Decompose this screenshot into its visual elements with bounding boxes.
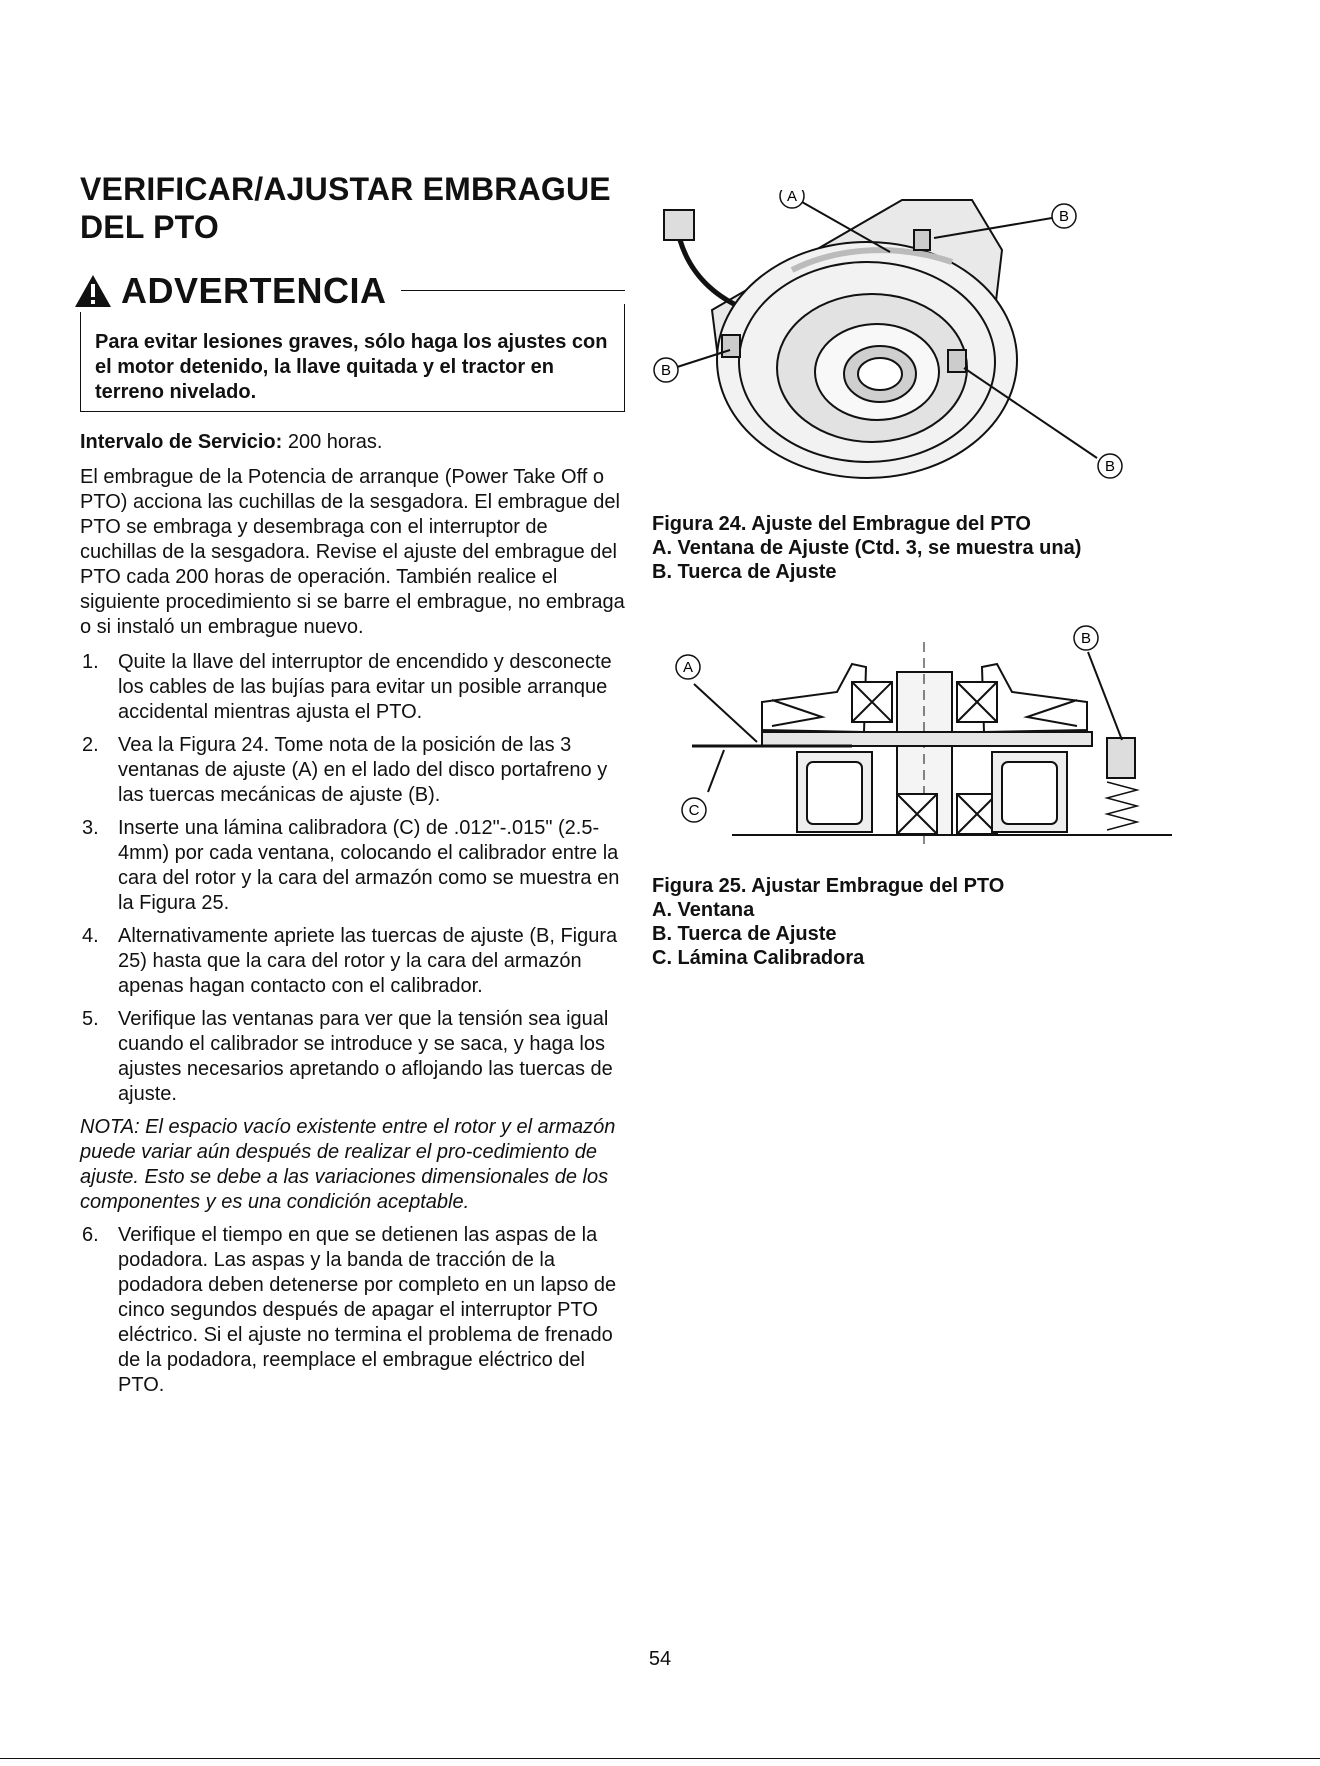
callout-b: B xyxy=(1104,458,1116,475)
page-title: VERIFICAR/AJUSTAR EMBRAGUE DEL PTO xyxy=(80,171,611,245)
callout-c: C xyxy=(688,802,700,819)
step-number: 1. xyxy=(82,651,99,673)
note-paragraph: NOTA: El espacio vacío existente entre el rotor y el armazón puede variar aún después de realizar el pro-cedimiento de ajuste. Esto se debe a las variaciones dimensionales de los componentes y es una condición aceptable. xyxy=(80,1116,616,1213)
caption-item: C. Lámina Calibradora xyxy=(652,947,865,969)
caption-item: A. Ventana xyxy=(652,899,755,921)
list-item xyxy=(80,650,625,725)
figure-24-illustration xyxy=(652,190,1172,520)
warning-text: Para evitar lesiones graves, sólo haga los ajustes con el motor detenido, la llave quitada y el tractor en terreno nivelado. xyxy=(95,331,608,403)
list-item xyxy=(80,1223,625,1398)
service-interval-label: Intervalo de Servicio: xyxy=(80,431,283,453)
figure-25-illustration xyxy=(652,622,1172,862)
caption-title: Figura 25. Ajustar Embrague del PTO xyxy=(652,875,1005,897)
bottom-rule xyxy=(0,1758,1320,1759)
warning-header xyxy=(73,270,397,312)
callout-a: A xyxy=(786,190,798,205)
warning-rule xyxy=(401,290,625,291)
callout-a: A xyxy=(682,659,694,676)
steps-list-continued xyxy=(80,1223,625,1398)
list-item xyxy=(80,733,625,808)
step-number: 6. xyxy=(82,1224,99,1246)
step-number: 5. xyxy=(82,1008,99,1030)
list-item xyxy=(80,816,625,916)
warning-box xyxy=(80,270,625,412)
page-number: 54 xyxy=(648,1648,672,1670)
caption-item: B. Tuerca de Ajuste xyxy=(652,923,837,945)
figure-24-caption xyxy=(652,512,1252,584)
step-number: 2. xyxy=(82,734,99,756)
step-text: Verifique el tiempo en que se detienen las aspas de la podadora. Las aspas y la banda de tracción de la podadora deben detenerse por completo en un lapso de cinco segundos después de apagar el interruptor PTO eléctrico. Si el ajuste no termina el problema de frenado de la podadora, reemplace el embrague eléctrico del PTO. xyxy=(118,1224,617,1396)
figure-25-caption xyxy=(652,874,1252,970)
step-number: 4. xyxy=(82,925,99,947)
caption-item: B. Tuerca de Ajuste xyxy=(652,561,837,583)
step-text: Quite la llave del interruptor de encendido y desconecte los cables de las bujías para evitar un posible arranque accidental mientras ajusta el PTO. xyxy=(118,651,612,723)
list-item xyxy=(80,924,625,999)
step-text: Alternativamente apriete las tuercas de ajuste (B, Figura 25) hasta que la cara del rotor y la cara del armazón apenas hagan contacto con el calibrador. xyxy=(118,925,618,997)
callout-b: B xyxy=(1058,208,1070,225)
step-text: Verifique las ventanas para ver que la tensión sea igual cuando el calibrador se introduce y se saca, y haga los ajustes necesarios apretando o aflojando las tuercas de ajuste. xyxy=(118,1008,613,1105)
left-column xyxy=(80,170,625,1406)
warning-title: ADVERTENCIA xyxy=(121,270,387,311)
caption-title: Figura 24. Ajuste del Embrague del PTO xyxy=(652,513,1031,535)
step-text: Inserte una lámina calibradora (C) de .012"-.015" (2.5-4mm) por cada ventana, colocando el calibrador entre la cara del rotor y la cara del armazón como se muestra en la Figura 25. xyxy=(118,817,620,914)
step-number: 3. xyxy=(82,817,99,839)
service-interval-value: 200 horas. xyxy=(287,431,383,453)
step-text: Vea la Figura 24. Tome nota de la posición de las 3 ventanas de ajuste (A) en el lado del disco portafreno y las tuercas mecánicas de ajuste (B). xyxy=(118,734,608,806)
intro-paragraph: El embrague de la Potencia de arranque (Power Take Off o PTO) acciona las cuchillas de la sesgadora. El embrague del PTO se embraga y desembraga con el interruptor de cuchillas de la sesgadora. Revise el ajuste del embrague del PTO cada 200 horas de operación. También realice el siguiente procedimiento si se barre el embrague, no embraga o si instaló un embrague nuevo. xyxy=(80,466,625,638)
steps-list xyxy=(80,650,625,1107)
callout-b: B xyxy=(660,362,672,379)
service-interval xyxy=(80,430,625,455)
callout-b: B xyxy=(1080,630,1092,647)
right-column xyxy=(652,190,1252,970)
list-item xyxy=(80,1007,625,1107)
caption-item: A. Ventana de Ajuste (Ctd. 3, se muestra una) xyxy=(652,537,1082,559)
warning-triangle-icon xyxy=(73,273,113,309)
